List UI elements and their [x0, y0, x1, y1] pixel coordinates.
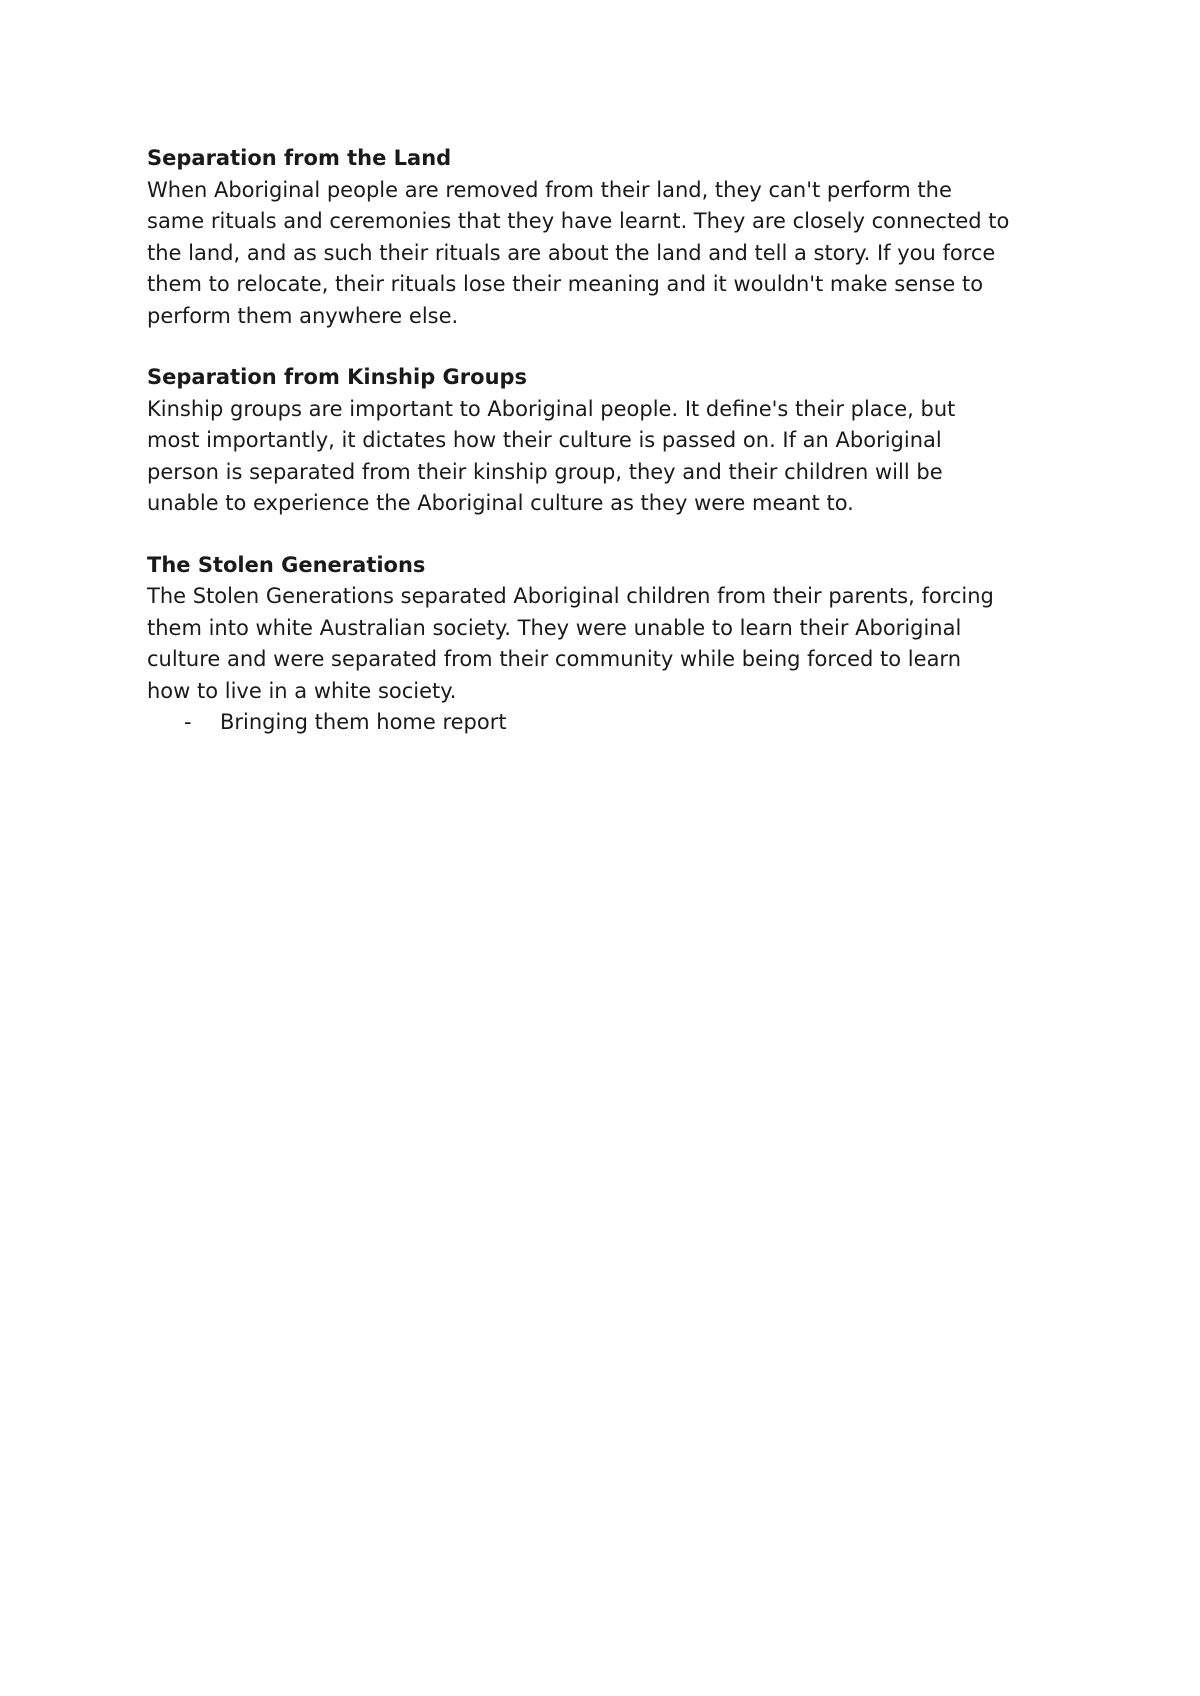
paragraph-line: same rituals and ceremonies that they have learnt. They are closely connected to	[147, 209, 1010, 233]
paragraph-line: the land, and as such their rituals are about the land and tell a story. If you force	[147, 240, 996, 265]
paragraph-line: The Stolen Generations separated Aboriginal children from their parents, forcing	[147, 584, 994, 608]
bullet-list	[147, 707, 1067, 739]
bullet-marker: -	[184, 710, 192, 734]
section-stolen-generations	[147, 550, 1067, 739]
section-paragraph	[147, 394, 1067, 520]
paragraph-line: them into white Australian society. They were unable to learn their Aboriginal	[147, 615, 962, 640]
paragraph-line: When Aboriginal people are removed from their land, they can't perform the	[147, 177, 952, 202]
bullet-text: Bringing them home report	[220, 710, 507, 734]
section-heading: Separation from Kinship Groups	[147, 365, 528, 389]
section-paragraph	[147, 175, 1067, 333]
section-separation-from-kinship	[147, 362, 1067, 520]
paragraph-line: most importantly, it dictates how their culture is passed on. If an Aboriginal	[147, 428, 942, 452]
paragraph-line: perform them anywhere else.	[147, 303, 459, 328]
section-heading: Separation from the Land	[147, 146, 452, 170]
paragraph-line: person is separated from their kinship group, they and their children will be	[147, 459, 943, 484]
paragraph-line: them to relocate, their rituals lose their meaning and it wouldn't make sense to	[147, 272, 984, 296]
document-body	[147, 143, 1067, 769]
section-heading: The Stolen Generations	[147, 552, 426, 577]
paragraph-line: Kinship groups are important to Aboriginal people. It define's their place, but	[147, 396, 956, 421]
section-paragraph	[147, 581, 1067, 707]
paragraph-line: unable to experience the Aboriginal culture as they were meant to.	[147, 491, 854, 515]
paragraph-line: culture and were separated from their community while being forced to learn	[147, 647, 962, 671]
paragraph-line: how to live in a white society.	[147, 678, 457, 703]
bullet-item	[147, 707, 1067, 739]
section-separation-from-land	[147, 143, 1067, 332]
